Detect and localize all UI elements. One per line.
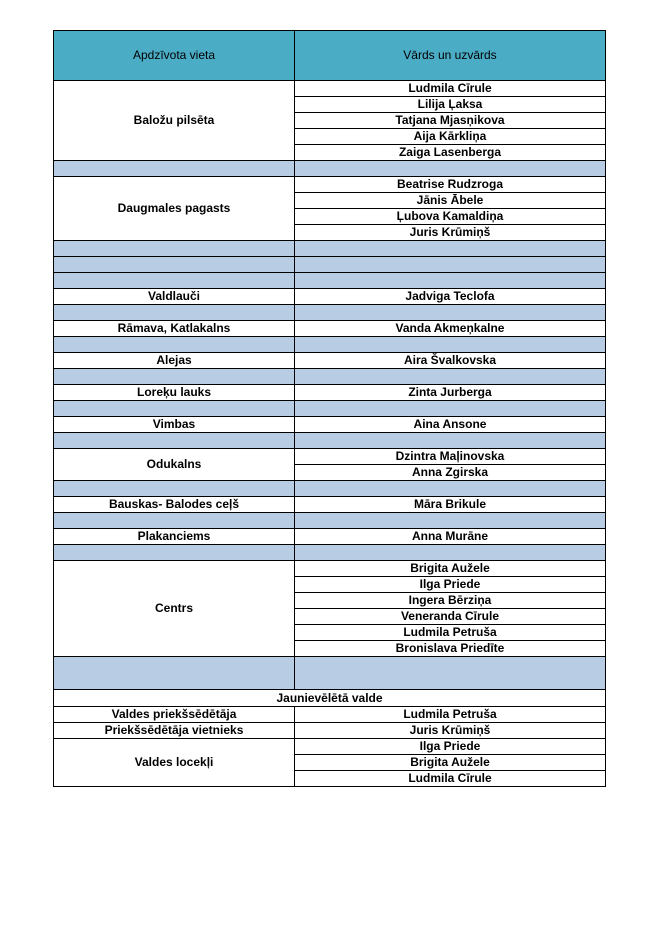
spacer-cell <box>295 273 606 289</box>
spacer-cell <box>54 273 295 289</box>
name-cell: Aina Ansone <box>295 417 606 433</box>
table-row <box>54 417 606 433</box>
spacer-cell <box>295 513 606 529</box>
name-cell: Ludmila Cīrule <box>295 81 606 97</box>
name-cell: Brigita Aužele <box>295 755 606 771</box>
place-cell: Priekšsēdētāja vietnieks <box>54 723 295 739</box>
name-cell: Bronislava Priedīte <box>295 641 606 657</box>
place-cell: Bauskas- Balodes ceļš <box>54 497 295 513</box>
name-cell: Ludmila Petruša <box>295 625 606 641</box>
name-cell: Ludmila Cīrule <box>295 771 606 787</box>
name-cell: Dzintra Maļinovska <box>295 449 606 465</box>
place-cell: Alejas <box>54 353 295 369</box>
spacer-cell <box>54 257 295 273</box>
name-cell: Juris Krūmiņš <box>295 723 606 739</box>
place-cell: Plakanciems <box>54 529 295 545</box>
spacer-row <box>54 337 606 353</box>
table-row <box>54 449 606 465</box>
table-row <box>54 321 606 337</box>
name-cell: Ingera Bērziņa <box>295 593 606 609</box>
name-cell: Jadviga Teclofa <box>295 289 606 305</box>
place-cell: Rāmava, Katlakalns <box>54 321 295 337</box>
spacer-row <box>54 545 606 561</box>
spacer-cell <box>295 545 606 561</box>
table-row <box>54 739 606 755</box>
name-cell: Aija Kārkliņa <box>295 129 606 145</box>
name-cell: Ilga Priede <box>295 577 606 593</box>
spacer-cell <box>295 257 606 273</box>
place-cell: Odukalns <box>54 449 295 481</box>
name-cell: Ļubova Kamaldiņa <box>295 209 606 225</box>
table-row <box>54 723 606 739</box>
name-cell: Ilga Priede <box>295 739 606 755</box>
spacer-cell <box>54 337 295 353</box>
spacer-cell <box>54 369 295 385</box>
place-cell: Vimbas <box>54 417 295 433</box>
spacer-row <box>54 481 606 497</box>
header-name: Vārds un uzvārds <box>295 31 606 81</box>
section-row <box>54 690 606 707</box>
spacer-cell <box>54 241 295 257</box>
spacer-cell <box>295 481 606 497</box>
spacer-cell <box>295 433 606 449</box>
header-place: Apdzīvota vieta <box>54 31 295 81</box>
section-title: Jaunievēlētā valde <box>54 690 606 707</box>
spacer-cell <box>54 481 295 497</box>
table-row <box>54 561 606 577</box>
table-row <box>54 529 606 545</box>
spacer-cell <box>54 305 295 321</box>
spacer-cell <box>295 657 606 690</box>
spacer-cell <box>54 161 295 177</box>
name-cell: Beatrise Rudzroga <box>295 177 606 193</box>
name-cell: Juris Krūmiņš <box>295 225 606 241</box>
table-row <box>54 497 606 513</box>
spacer-cell <box>295 369 606 385</box>
name-cell: Ludmila Petruša <box>295 707 606 723</box>
name-cell: Aira Švalkovska <box>295 353 606 369</box>
members-table <box>53 30 606 787</box>
spacer-row <box>54 369 606 385</box>
name-cell: Anna Murāne <box>295 529 606 545</box>
spacer-row <box>54 657 606 690</box>
spacer-row <box>54 433 606 449</box>
spacer-cell <box>295 337 606 353</box>
spacer-cell <box>295 305 606 321</box>
place-cell: Valdes priekšsēdētāja <box>54 707 295 723</box>
table-row <box>54 707 606 723</box>
header-row <box>54 31 606 81</box>
spacer-cell <box>54 433 295 449</box>
spacer-cell <box>54 401 295 417</box>
spacer-row <box>54 305 606 321</box>
place-cell: Valdes locekļi <box>54 739 295 787</box>
spacer-cell <box>54 545 295 561</box>
place-cell: Baložu pilsēta <box>54 81 295 161</box>
name-cell: Zaiga Lasenberga <box>295 145 606 161</box>
name-cell: Māra Brikule <box>295 497 606 513</box>
name-cell: Veneranda Cīrule <box>295 609 606 625</box>
table-row <box>54 385 606 401</box>
name-cell: Jānis Ābele <box>295 193 606 209</box>
spacer-row <box>54 257 606 273</box>
spacer-row <box>54 401 606 417</box>
name-cell: Tatjana Mjasņikova <box>295 113 606 129</box>
spacer-row <box>54 161 606 177</box>
spacer-row <box>54 241 606 257</box>
place-cell: Loreķu lauks <box>54 385 295 401</box>
place-cell: Centrs <box>54 561 295 657</box>
name-cell: Anna Zgirska <box>295 465 606 481</box>
spacer-cell <box>295 161 606 177</box>
name-cell: Vanda Akmeņkalne <box>295 321 606 337</box>
name-cell: Zinta Jurberga <box>295 385 606 401</box>
name-cell: Brigita Aužele <box>295 561 606 577</box>
spacer-cell <box>54 657 295 690</box>
table-body <box>54 81 606 787</box>
place-cell: Daugmales pagasts <box>54 177 295 241</box>
spacer-cell <box>54 513 295 529</box>
spacer-cell <box>295 241 606 257</box>
table-row <box>54 81 606 97</box>
spacer-row <box>54 273 606 289</box>
place-cell: Valdlauči <box>54 289 295 305</box>
name-cell: Lilija Ļaksa <box>295 97 606 113</box>
table-row <box>54 177 606 193</box>
table-row <box>54 353 606 369</box>
spacer-row <box>54 513 606 529</box>
spacer-cell <box>295 401 606 417</box>
table-row <box>54 289 606 305</box>
